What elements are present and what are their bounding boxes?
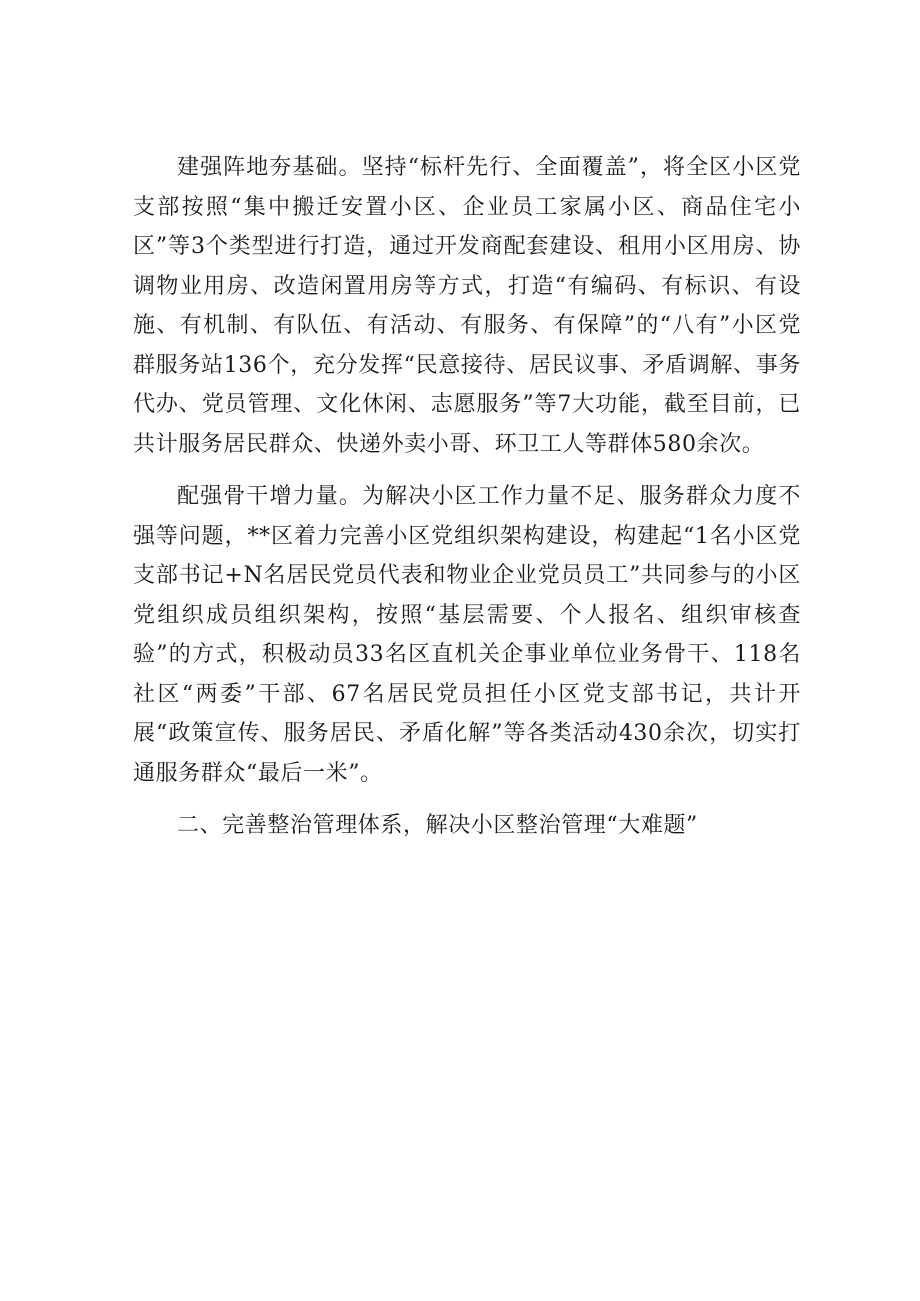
document-body: [133, 148, 801, 846]
paragraph-strengthen-positions: 建强阵地夯基础。坚持“标杆先行、全面覆盖”，将全区小区党支部按照“集中搬迁安置小区、企业员工家属小区、商品住宅小区”等3个类型进行打造，通过开发商配套建设、租用小区用房、协调物业用房、改造闲置用房等方式，打造“有编码、有标识、有设施、有机制、有队伍、有活动、有服务、有保障”的“八有”小区党群服务站136个，充分发挥“民意接待、居民议事、矛盾调解、事务代办、党员管理、文化休闲、志愿服务”等7大功能，截至目前，已共计服务居民群众、快递外卖小哥、环卫工人等群体580余次。: [133, 155, 801, 457]
section-heading-two: 二、完善整治管理体系，解决小区整治管理“大难题”: [177, 813, 698, 838]
paragraph-strengthen-backbone: 配强骨干增力量。为解决小区工作力量不足、服务群众力度不强等问题，**区着力完善小区党组织架构建设，构建起“1名小区党支部书记+N名居民党员代表和物业企业党员员工”共同参与的小区党组织成员组织架构，按照“基层需要、个人报名、组织审核查验”的方式，积极动员33名区直机关企事业单位业务骨干、118名社区“两委”干部、67名居民党员担任小区党支部书记，共计开展“政策宣传、服务居民、矛盾化解”等各类活动430余次，切实打通服务群众“最后一米”。: [133, 484, 801, 786]
